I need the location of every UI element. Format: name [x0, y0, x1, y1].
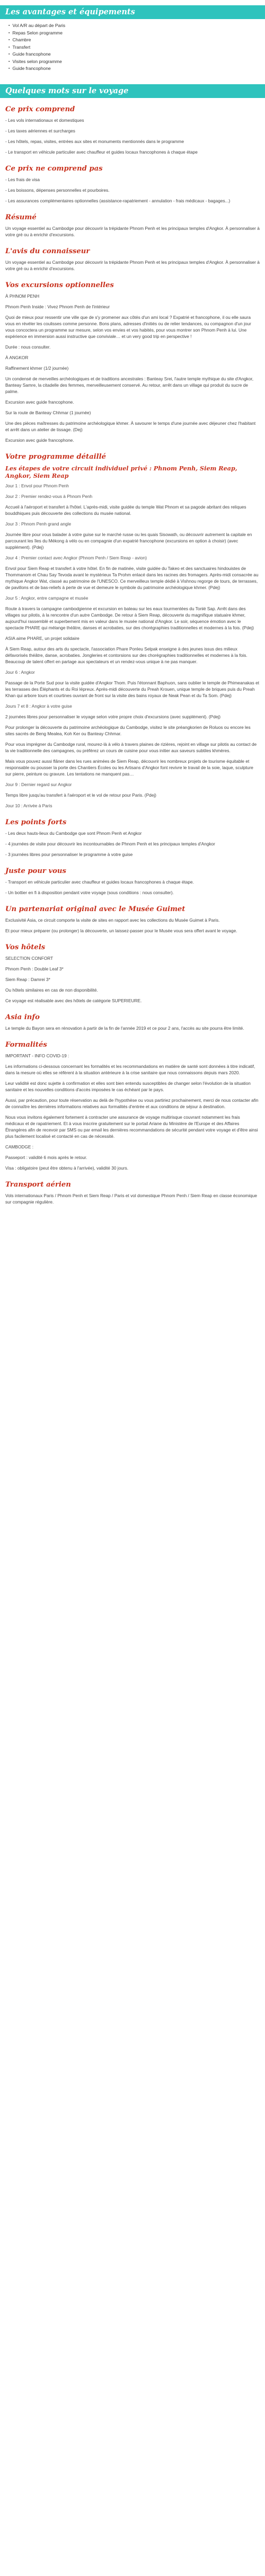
section-body [5, 1053, 260, 1171]
section-body [5, 1192, 260, 1205]
included-item: ▪ Visites selon programme [8, 58, 265, 66]
paragraph: CAMBODGE : [5, 1144, 34, 1149]
section-musee [5, 905, 260, 934]
section-points-forts [5, 818, 260, 858]
programme-days [5, 483, 260, 809]
paragraph: Et pour mieux préparer (ou prolonger) la découverte, un laissez-passer pour le Musée vous sera offert avant le voyage. [5, 928, 237, 933]
paragraph: Vols internationaux Paris / Phnom Penh et Siem Reap / Paris et vol domestique Phnom Penh / Siem Reap en classe économique sur compagnie régulière. [5, 1192, 258, 1205]
day-paragraph: Temps libre jusqu'au transfert à l'aéroport et le vol de retour pour Paris. (Pdej) [5, 792, 156, 798]
section-juste [5, 867, 260, 896]
section-title: Ce prix ne comprend pas [5, 164, 103, 173]
day-paragraph: À Siem Reap, autour des arts du spectacle, l'association Phare Ponleu Selpak enseigne à des jeunes issus des milieux défavorisés théâtre, danse, acrobaties. Jongleries et contorsions sur des chorégraphies traditionnelles et modernes à la fois. Beaucoup de talent offert en partage aux spectateurs et un rendez-vous unique à ne pas manquer. [5, 646, 248, 664]
section-title: Votre programme détaillé [5, 452, 107, 461]
section-formalites [5, 1041, 260, 1171]
section-body [5, 176, 260, 204]
included-list [0, 22, 265, 73]
paragraph: Un voyage essentiel au Cambodge pour découvrir la trépidante Phnom Penh et les principaux temples d'Angkor. À personnaliser à votre gré ou à enrichir d'excursions. [5, 225, 260, 237]
paragraph: - 3 journées libres pour personnaliser le programme à votre guise [5, 851, 133, 857]
day-block [5, 555, 260, 591]
paragraph: Ou hôtels similaires en cas de non disponibilité. [5, 987, 98, 993]
included-item: ▪ Chambre [8, 37, 265, 44]
day-block [5, 703, 260, 777]
day-block [5, 669, 260, 699]
section-body [5, 293, 260, 443]
paragraph: À PHNOM PENH [5, 293, 40, 299]
paragraph: Raffinement khmer (1/2 journée) [5, 365, 69, 371]
day-title: Jour 3 : Phnom Penh grand angle [5, 521, 72, 527]
section-transport [5, 1181, 260, 1205]
day-title: Jour 5 : Angkor, entre campagne et musée [5, 595, 89, 601]
day-title: Jour 6 : Angkor [5, 669, 35, 675]
included-item: ▪ Guide francophone [8, 65, 265, 73]
day-title: Jour 10 : Arrivée à Paris [5, 803, 52, 808]
section-title: Juste pour vous [5, 867, 66, 875]
day-block [5, 595, 260, 665]
section-title: Résumé [5, 213, 37, 221]
paragraph: Un condensé de merveilles archéologiques et de traditions ancestrales : Banteay Srei, l'autre temple mythique du site d'Angkor, Banteay Samre, la citadelle des femmes, merveilleusement conservé. Au retour, arrêt dans un village qui produit du sucre de palme. [5, 376, 254, 394]
paragraph: Phnom Penh : Double Leaf 3* [5, 966, 64, 971]
section-body [5, 955, 260, 1004]
section-banner-included: Les avantages et équipements [0, 5, 265, 19]
day-title: Jours 7 et 8 : Angkor à votre guise [5, 703, 72, 709]
section-body [5, 225, 260, 238]
section-title: Asia info [5, 1013, 40, 1021]
day-title: Jour 2 : Premier rendez-vous à Phnom Penh [5, 493, 93, 499]
paragraph: - Les vols internationaux et domestiques [5, 117, 84, 123]
day-paragraph: 2 journées libres pour personnaliser le voyage selon votre propre choix d'excursions (avec supplément). (Pdej) [5, 714, 221, 719]
content [0, 105, 265, 1205]
paragraph: Durée : nous consulter. [5, 344, 51, 350]
section-body [5, 830, 260, 858]
paragraph: Siem Reap : Damrei 3* [5, 976, 50, 982]
day-block [5, 483, 260, 489]
programme-subtitle: Les étapes de votre circuit individuel privé : Phnom Penh, Siem Reap, Angkor, Siem Reap [5, 464, 237, 479]
day-paragraph: Passage de la Porte Sud pour la visite guidée d'Angkor Thom. Puis l'étonnant Baphuon, sans oublier le temple de Phimeanakas et les terrasses des Éléphants et du Roi lépreux. Après-midi découverte du Preah Krouen, unique temple de briques puis du Preah Khan qui arbore tours et courtines ouvrant de front sur la visite des bains royaux de Neak Pean et du Ta Som. (Pdej) [5, 680, 260, 698]
section-excursions [5, 281, 260, 443]
section-prix-comprend [5, 105, 260, 155]
paragraph: Une des pièces maîtresses du patrimoine archéologique khmer. À savourer le temps d'une journée avec déjeuner chez l'habitant et arrêt dans un atelier de tissage. (Dej) [5, 420, 256, 432]
section-body [5, 917, 260, 934]
section-title: Vos hôtels [5, 943, 46, 951]
paragraph: - 4 journées de visite pour découvrir les incontournables de Phnom Penh et les principaux temples d'Angkor [5, 841, 215, 846]
day-title: Jour 9 : Dernier regard sur Angkor [5, 781, 72, 787]
paragraph: Ce voyage est réalisable avec des hôtels de catégorie SUPERIEURE. [5, 997, 142, 1003]
paragraph: - Un bottier en fi à disposition pendant votre voyage (sous conditions : nous consulter). [5, 889, 174, 895]
day-title: Jour 1 : Envol pour Phnom Penh [5, 483, 69, 488]
paragraph: Le temple du Bayon sera en rénovation à partir de la fin de l'année 2019 et ce pour 2 ans, l'accès au site pourra être limité. [5, 1025, 244, 1031]
day-paragraph: Pour vous imprégner du Cambodge rural, mourez-là à vélo à travers plaines de rizières, rejoint en village sur pilotis au contact de la vie traditionnelle des campagnes, ou préférez un cours de cuisine pour vous initier aux saveurs subtiles khmères. [5, 741, 257, 753]
section-title: L'avis du connaisseur [5, 247, 90, 255]
day-block [5, 803, 260, 809]
section-title: Formalités [5, 1040, 47, 1049]
day-paragraph: Route à travers la campagne cambodgienne et excursion en bateau sur les eaux tourmentées du Tonlé Sap. Arrêt dans des villages sur pilotis, à la rencontre d'un autre Cambodge. De retour à Siem Reap, découverte du magnifique statuaire khmer, aujourd'hui rassemblé et superbement mis en valeur dans le musée national d'Angkor. Le soir, séquence émotion avec le spectacle PHARE qui mélange théâtre, danses et acrobaties, sur des chorégraphies traditionnelles et modernes à la fois. (Pdej) [5, 605, 254, 630]
paragraph: SELECTION CONFORT [5, 955, 54, 961]
paragraph: - Les frais de visa [5, 176, 40, 182]
day-paragraph: Accueil à l'aéroport et transfert à l'hôtel. L'après-midi, visite guidée du temple Wat Phnom et sa pagode abritant des reliques bouddhiques puis découverte des collections du musée national. [5, 504, 246, 516]
paragraph: Un voyage essentiel au Cambodge pour découvrir la trépidante Phnom Penh et les principaux temples d'Angkor. À personnaliser à votre gré ou à enrichir d'excursions. [5, 259, 260, 271]
paragraph: Passeport : validité 6 mois après le retour. [5, 1154, 87, 1160]
included-item: ▪ Vol A/R au départ de Paris [8, 22, 265, 30]
included-item: ▪ Guide francophone [8, 51, 265, 58]
paragraph: Phnom Penh Inside : Vivez Phnom Penh de l'intérieur [5, 304, 110, 309]
day-block [5, 493, 260, 516]
section-banner-extras: Quelques mots sur le voyage [0, 84, 265, 98]
section-title: Ce prix comprend [5, 105, 75, 113]
included-item: ▪ Repas Selon programme [8, 30, 265, 37]
section-title: Un partenariat original avec le Musée Guimet [5, 905, 186, 913]
section-asia-info [5, 1013, 260, 1031]
paragraph: - Le transport en véhicule particulier avec chauffeur et guides locaux francophones à chaque étape [5, 149, 198, 155]
day-paragraph: Journée libre pour vous balader à votre guise sur le marché russe ou les quais Sisowath, ou découvrir autrement la capitale en parcourant les îles du Mékong à vélo ou en compagnie d'un expatrié francophone (excursions en option à choisir) (avec supplément). (Pdej) [5, 531, 252, 550]
paragraph: - Les taxes aériennes et surcharges [5, 128, 75, 133]
day-paragraph: ASIA aime PHARE, un projet solidaire [5, 635, 80, 641]
paragraph: Excursion avec guide francophone. [5, 399, 74, 405]
section-body [5, 259, 260, 272]
day-block [5, 521, 260, 550]
day-paragraph: Mais vous pouvez aussi flâner dans les rues animées de Siem Reap, découvrir les nombreux projets de tourisme équitable et responsable ou pousser la porte des Chantiers Écoles ou les Artisans d'Angkor font revivre le travail de la soie, laque, sculpture sur pierre, peinture ou gravure. Les tentations ne manquent pas… [5, 758, 253, 777]
paragraph: À ANGKOR [5, 354, 29, 360]
paragraph: IMPORTANT - INFO COVID-19 : [5, 1053, 69, 1058]
section-body [5, 879, 260, 896]
paragraph: - Les assurances complémentaires optionnelles (assistance-rapatriement - annulation - frais médicaux - bagages...) [5, 198, 231, 203]
section-prix-non [5, 165, 260, 204]
section-body [5, 117, 260, 155]
paragraph: Sur la route de Banteay Chhmar (1 journée) [5, 409, 91, 415]
section-avis [5, 247, 260, 272]
section-programme [5, 453, 260, 809]
paragraph: - Les deux hauts-lieux du Cambodge que sont Phnom Penh et Angkor [5, 830, 142, 836]
section-hotels [5, 943, 260, 1004]
paragraph: Quoi de mieux pour ressentir une ville que de s'y promener aux côtés d'un ami local ? Expatrié et francophone, il ou elle saura vous en révéler les coulisses comme personne. Bons plans, adresses d'initiés ou de relier tendances, ou compagnon d'un jour vous concoctera un programme sur mesure, selon vos envies et vos habités, pour vous montrer son Phnom Penh à lui. Une expérience en immersion aussi instructive que conviviale… et un very good trip en perspective ! [5, 314, 251, 339]
paragraph: Visa : obligatoire (peut être obtenu à l'arrivée), validité 30 jours. [5, 1165, 129, 1171]
paragraph: Nous vous invitons également fortement à contracter une assurance de voyage multirisque couvrant notamment les frais médicaux et de rapatriement. Et à vous inscrire gratuitement sur le portail Ariane du Ministère de l'Europe et des Affaires Étrangères afin de recevoir par SMS ou par email les dernières recommandations de sécurité pendant votre voyage et d'être ainsi plus facilement localisé et contacté en cas de nécessité. [5, 1114, 258, 1139]
paragraph: - Les hôtels, repas, visites, entrées aux sites et monuments mentionnés dans le programme [5, 138, 184, 144]
section-resume [5, 213, 260, 238]
paragraph: - Transport en véhicule particulier avec chauffeur et guides locaux francophones à chaque étape. [5, 879, 194, 885]
paragraph: Excursion avec guide francophone. [5, 437, 74, 443]
section-title: Vos excursions optionnelles [5, 281, 114, 289]
day-title: Jour 4 : Premier contact avec Angkor (Phnom Penh / Siem Reap - avion) [5, 555, 147, 560]
day-block [5, 781, 260, 798]
paragraph: Exclusivité Asia, ce circuit comporte la visite de sites en rapport avec les collections du Musée Guimet à Paris. [5, 917, 220, 923]
section-title: Transport aérien [5, 1180, 71, 1189]
section-title: Les points forts [5, 818, 67, 826]
section-body [5, 1025, 260, 1031]
paragraph: Les informations ci-dessous concernant les formalités et les recommandations en matière de santé sont données à titre indicatif, dans la mesure où elles se réfèrent à la situation antérieure à la crise sanitaire que nous connaissons depuis mars 2020. [5, 1063, 255, 1075]
paragraph: - Les boissons, dépenses personnelles et pourboires. [5, 187, 110, 193]
included-item: ▪ Transfert [8, 44, 265, 51]
paragraph: Leur validité est donc sujette à confirmation et elles sont bien entendu susceptibles de changer selon l'évolution de la situation sanitaire et les nouvelles conditions d'accès imposées le cas échéant par le pays. [5, 1080, 251, 1092]
day-paragraph: Envol pour Siem Reap et transfert à votre hôtel. En fin de matinée, visite guidée du Takeo et des sanctuaires hindouistes de Thommanom et Chau Say Tevoda avant le mystérieux Ta Prohm enlacé dans les racines des fromagers. Après-midi consacrée au mythique Angkor Wat, classé au patrimoine de l'UNESCO. Ce merveilleux temple dédié à Vishnou regorge de tours, de terrasses, de pavillons et de bas-reliefs à perte de vue et demeure le symbole du patrimoine archéologique khmer. (Pdej) [5, 565, 259, 590]
day-paragraph: Pour prolonger la découverte du patrimoine archéologique du Cambodge, visitez le site préangkorien de Roluos ou encore les sites sacrés de Beng Mealea, Koh Ker ou Banteay Chhmar. [5, 724, 251, 736]
paragraph: Aussi, par précaution, pour toute réservation au delà de l'hypothèse ou vous partiriez prochainement, merci de nous contacter afin de connaître les dernières informations relatives aux formalités d'entrée et aux conditions de séjour à destination. [5, 1097, 259, 1109]
